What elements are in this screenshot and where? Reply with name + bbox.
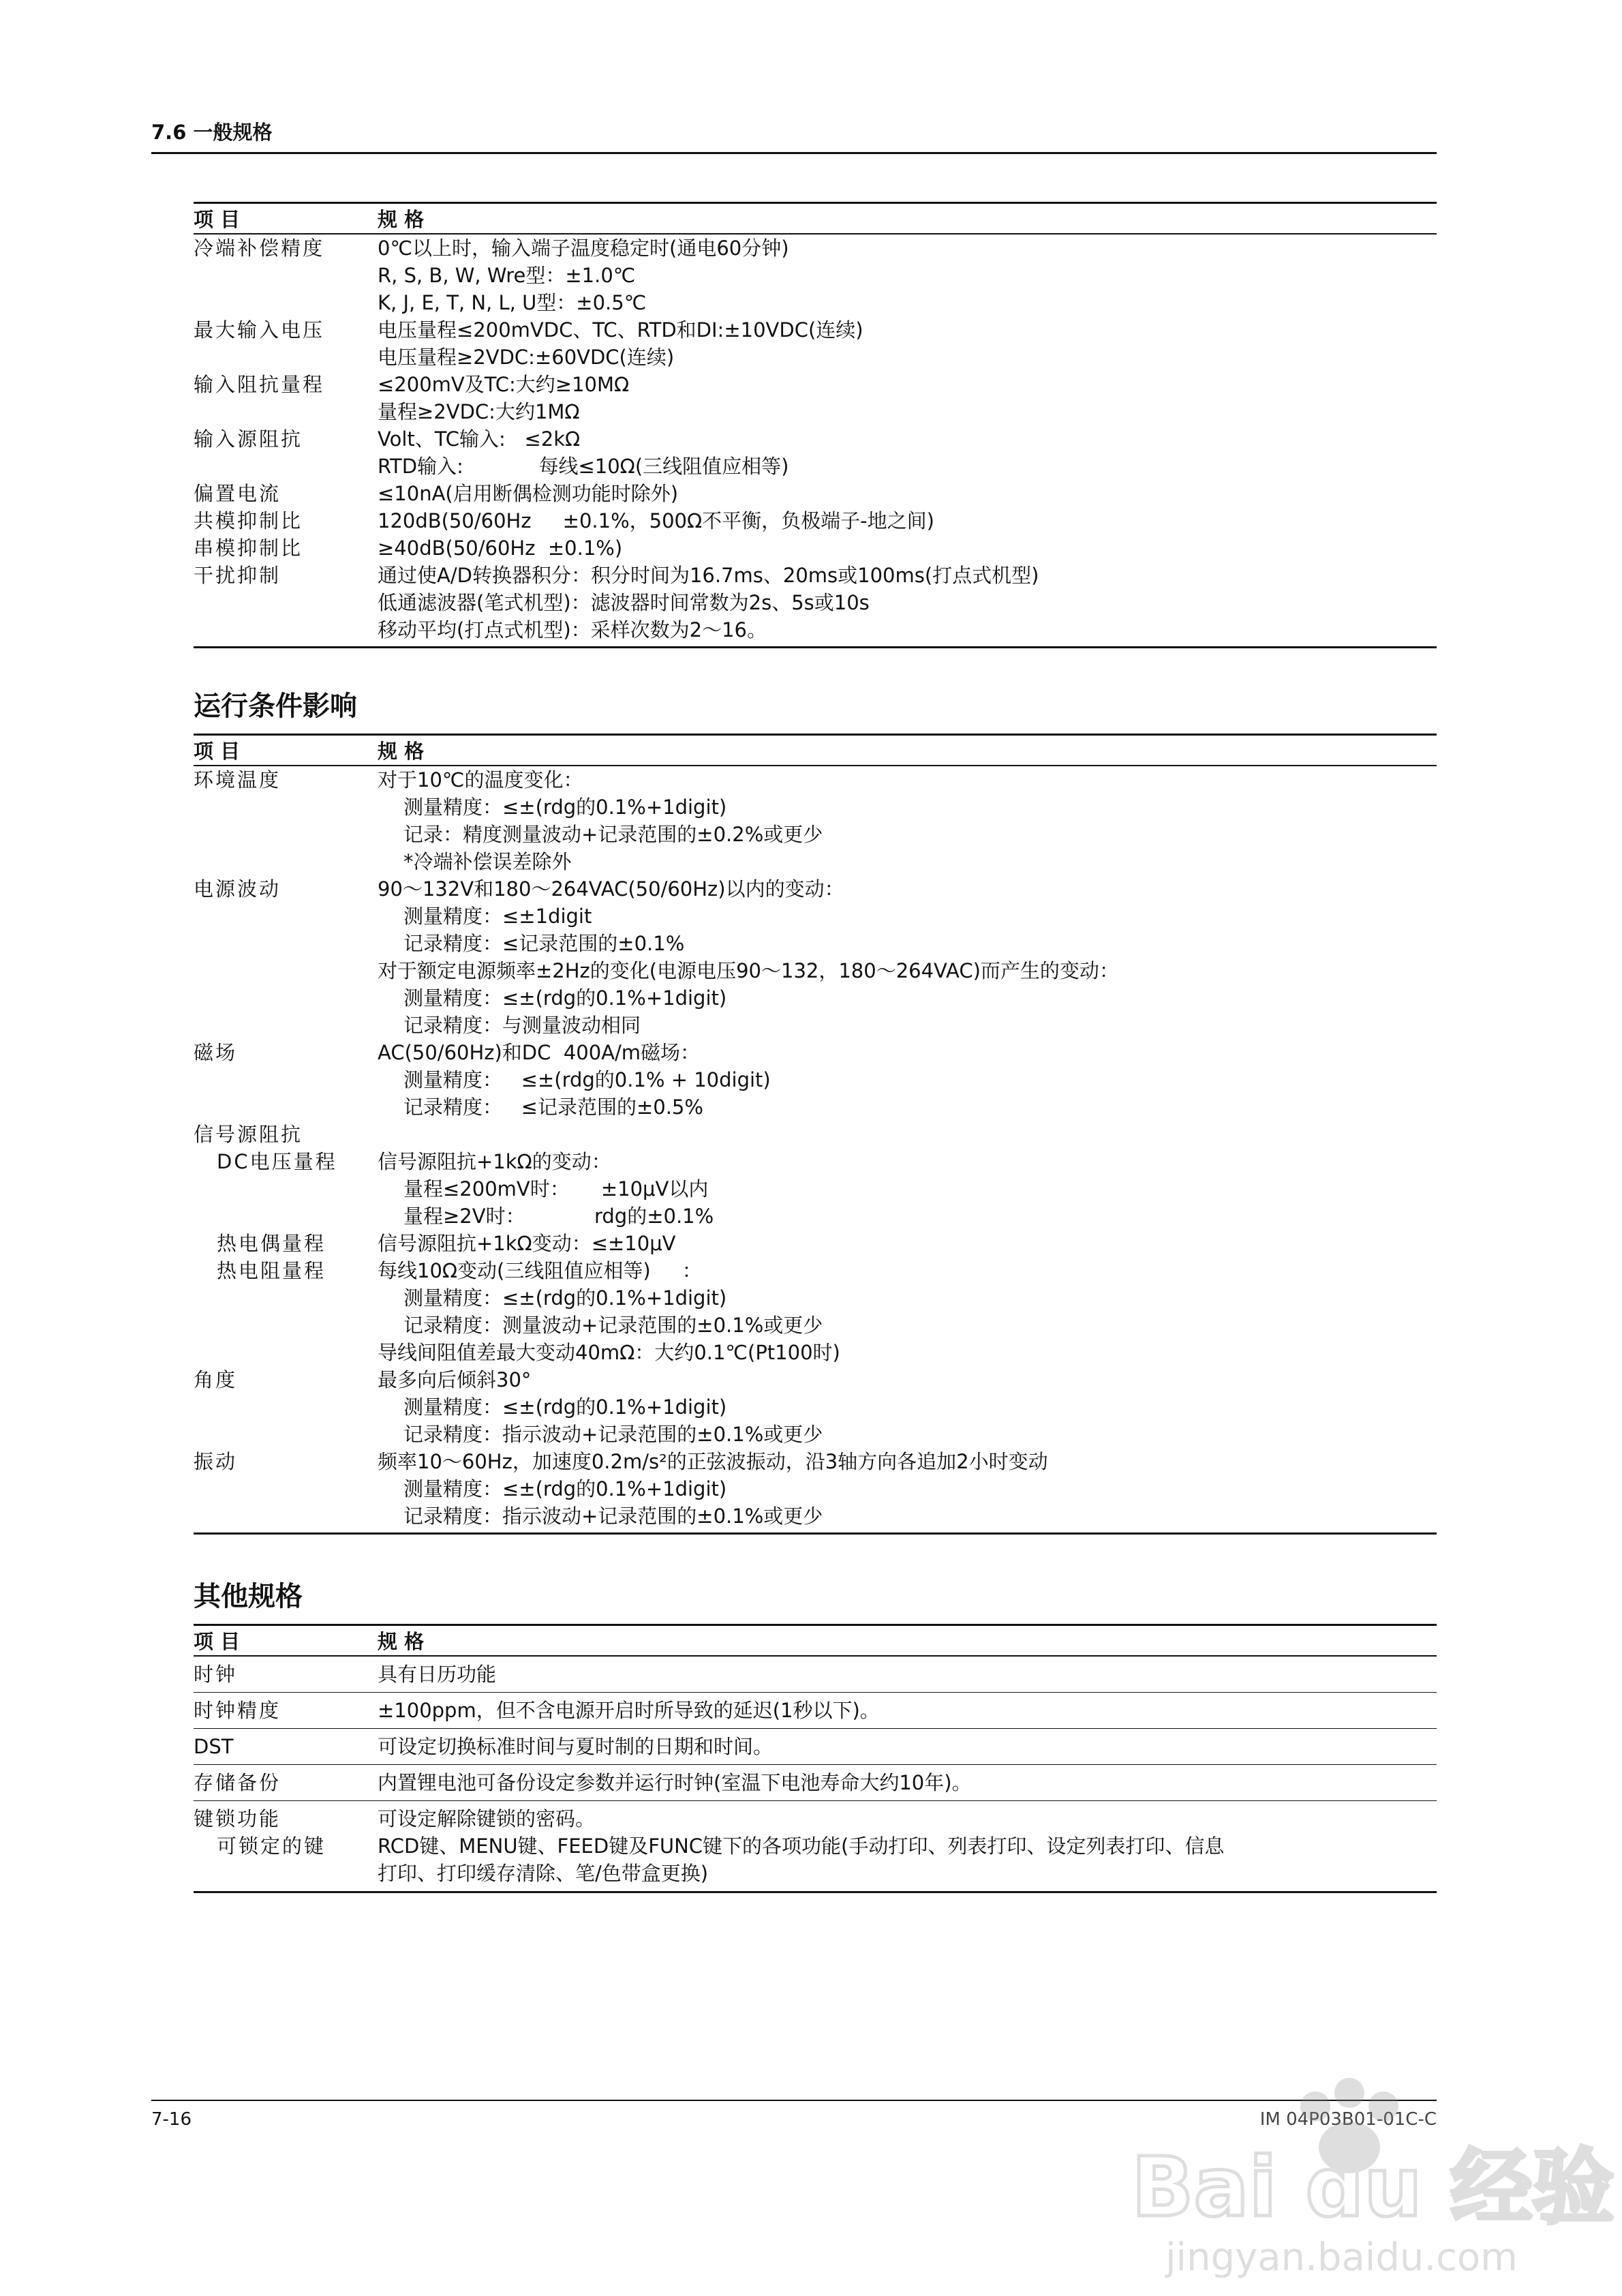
row-key (194, 1257, 378, 1366)
row-key: 环境温度 (194, 768, 281, 791)
section-title: 运行条件影响 (194, 691, 357, 722)
row-value: 可设定切换标准时间与夏时制的日期和时间。 (378, 1729, 1437, 1765)
spec-line: RCD键、MENU键、FEED键及FUNC键下的各项功能(手动打印、列表打印、设定列表打印、信息 (378, 1834, 1225, 1858)
spec-line: ≥40dB(50/60Hz ±0.1%) (378, 537, 623, 560)
table-row (194, 480, 1437, 507)
spec-line: 测量精度：≤±(rdg的0.1%+1digit) (403, 796, 727, 819)
row-key: 偏置电流 (194, 482, 281, 505)
spec-line: 量程≤200mV时： ±10μV以内 (403, 1177, 709, 1200)
row-value (378, 371, 1437, 425)
row-key: 共模抑制比 (194, 509, 303, 532)
spec-line: 打印、打印缓存清除、笔/色带盒更换) (378, 1862, 709, 1885)
table-row (194, 1148, 1437, 1230)
row-key: 冷端补偿精度 (194, 237, 325, 260)
row-value (378, 1801, 1437, 1892)
spec-line: 记录：精度测量波动+记录范围的±0.2%或更少 (403, 823, 823, 846)
spec-line: ≤10nA(启用断偶检测功能时除外) (378, 482, 679, 505)
row-value (378, 1148, 1437, 1230)
spec-line: 量程≥2V时： rdg的±0.1% (403, 1205, 714, 1228)
operating-conditions-section (194, 690, 1437, 1535)
row-key: 存储备份 (194, 1765, 378, 1801)
col-header-item: 项 目 (194, 735, 378, 766)
row-value (378, 1121, 1437, 1148)
row-key: DST (194, 1729, 378, 1765)
row-value (378, 766, 1437, 875)
row-value (378, 1448, 1437, 1534)
row-value (378, 1230, 1437, 1257)
spec-line: 电压量程≥2VDC:±60VDC(连续) (378, 346, 675, 369)
row-value (378, 234, 1437, 316)
section-title: 其他规格 (194, 1581, 303, 1612)
spec-line: 通过使A/D转换器积分：积分时间为16.7ms、20ms或100ms(打点式机型) (378, 564, 1039, 587)
col-header-spec: 规 格 (378, 735, 1437, 766)
row-key-label: 键锁功能 (194, 1807, 281, 1830)
col-header-spec: 规 格 (378, 1625, 1437, 1657)
row-subkey: 热电偶量程 (217, 1232, 326, 1255)
table-row (194, 562, 1437, 648)
spec-line: R, S, B, W, Wre型：±1.0℃ (378, 264, 636, 287)
row-value (378, 425, 1437, 480)
spec-line: *冷端补偿误差除外 (403, 850, 572, 873)
row-key: 振动 (194, 1448, 378, 1534)
row-key (194, 1801, 378, 1892)
row-value: 内置锂电池可备份设定参数并运行时钟(室温下电池寿命大约10年)。 (378, 1765, 1437, 1801)
spec-line: Volt、TC输入: ≤2kΩ (378, 427, 581, 451)
table-row (194, 425, 1437, 480)
row-value (378, 316, 1437, 371)
table-row (194, 234, 1437, 316)
row-key: 输入源阻抗 (194, 427, 303, 451)
spec-line: 测量精度： ≤±(rdg的0.1% + 10digit) (403, 1068, 771, 1091)
row-key: 干扰抑制 (194, 562, 378, 648)
paw-toe-icon (1334, 2078, 1364, 2108)
watermark-brand: Bai du 经验 (1131, 2141, 1615, 2235)
row-key: 时钟精度 (194, 1693, 378, 1729)
row-value (378, 480, 1437, 507)
table-row (194, 534, 1437, 562)
row-key: 电源波动 (194, 877, 281, 901)
page-section-header: 7.6 一般规格 (151, 117, 1437, 154)
spec-line: 对于10℃的温度变化： (378, 768, 583, 791)
spec-line: 信号源阻抗+1kΩ变动：≤±10μV (378, 1232, 676, 1255)
row-key (194, 1230, 378, 1257)
spec-line: 测量精度：≤±(rdg的0.1%+1digit) (403, 986, 727, 1010)
row-key (194, 1148, 378, 1230)
watermark-url: jingyan.baidu.com (1165, 2235, 1518, 2280)
row-value: ±100ppm，但不含电源开启时所导致的延迟(1秒以下)。 (378, 1693, 1437, 1729)
spec-line: AC(50/60Hz)和DC 400A/m磁场： (378, 1041, 701, 1064)
table-row (194, 1801, 1437, 1892)
table-row (194, 1257, 1437, 1366)
row-key: 信号源阻抗 (194, 1123, 303, 1146)
general-spec-section (194, 202, 1437, 648)
table-row (194, 1729, 1437, 1765)
other-specs-section (194, 1580, 1437, 1893)
spec-line: 记录精度：与测量波动相同 (403, 1014, 641, 1037)
spec-line: 量程≥2VDC:大约1MΩ (378, 400, 580, 423)
spec-line: 对于额定电源频率±2Hz的变化(电源电压90～132，180～264VAC)而产生的变动： (378, 959, 1119, 982)
spec-line: RTD输入: 每线≤10Ω(三线阻值应相等) (378, 455, 789, 478)
row-value (378, 507, 1437, 534)
row-value (378, 875, 1437, 1039)
table-row (194, 371, 1437, 425)
spec-line: 可设定解除键锁的密码。 (378, 1807, 596, 1830)
spec-line: 频率10～60Hz，加速度0.2m/s²的正弦波振动，沿3轴方向各追加2小时变动 (378, 1450, 1048, 1473)
spec-line: 记录精度：指示波动+记录范围的±0.1%或更少 (403, 1423, 823, 1446)
spec-line: 测量精度：≤±(rdg的0.1%+1digit) (403, 1286, 727, 1310)
spec-line: 记录精度：指示波动+记录范围的±0.1%或更少 (403, 1505, 823, 1528)
col-header-item: 项 目 (194, 1625, 378, 1657)
table-row (194, 316, 1437, 371)
row-key: 串模抑制比 (194, 537, 303, 560)
row-key: 时钟 (194, 1656, 378, 1693)
spec-line: 90～132V和180～264VAC(50/60Hz)以内的变动： (378, 877, 844, 901)
table-row (194, 1765, 1437, 1801)
table-row (194, 1230, 1437, 1257)
row-subkey: 热电阻量程 (217, 1259, 326, 1282)
table-row (194, 1366, 1437, 1448)
table-row (194, 507, 1437, 534)
spec-line: 0℃以上时，输入端子温度稳定时(通电60分钟) (378, 237, 789, 260)
page-number: 7-16 (151, 2109, 192, 2130)
operating-conditions-table (194, 734, 1437, 1535)
document-id: IM 04P03B01-01C-C (1259, 2109, 1437, 2130)
row-subkey: DC电压量程 (217, 1150, 337, 1173)
table-row (194, 1693, 1437, 1729)
table-row (194, 875, 1437, 1039)
table-row (194, 1656, 1437, 1693)
spec-line: 移动平均(打点式机型)：采样次数为2～16。 (378, 618, 767, 641)
col-header-item: 项 目 (194, 203, 378, 235)
spec-line: 低通滤波器(笔式机型)：滤波器时间常数为2s、5s或10s (378, 591, 870, 614)
row-key: 最大输入电压 (194, 318, 325, 342)
spec-line: 测量精度：≤±1digit (403, 905, 592, 928)
spec-line: 测量精度：≤±(rdg的0.1%+1digit) (403, 1477, 727, 1500)
spec-line: 信号源阻抗+1kΩ的变动： (378, 1150, 611, 1173)
spec-line: 120dB(50/60Hz ±0.1%，500Ω不平衡，负极端子-地之间) (378, 509, 934, 532)
row-value (378, 1257, 1437, 1366)
row-value (378, 1039, 1437, 1121)
spec-line: 最多向后倾斜30° (378, 1368, 532, 1391)
spec-line: 记录精度： ≤记录范围的±0.5% (403, 1096, 703, 1119)
row-key: 输入阻抗量程 (194, 373, 325, 396)
row-value: 具有日历功能 (378, 1656, 1437, 1693)
spec-line: 导线间阻值差最大变动40mΩ：大约0.1℃(Pt100时) (378, 1341, 840, 1364)
spec-line: ≤200mV及TC:大约≥10MΩ (378, 373, 630, 396)
row-value (378, 1366, 1437, 1448)
spec-line: K, J, E, T, N, L, U型：±0.5℃ (378, 291, 647, 314)
paw-toe-icon (1300, 2091, 1330, 2121)
spec-line: 记录精度：≤记录范围的±0.1% (403, 932, 685, 955)
spec-line: 每线10Ω变动(三线阻值应相等) ： (378, 1259, 702, 1282)
spec-line: 测量精度：≤±(rdg的0.1%+1digit) (403, 1395, 727, 1419)
row-value (378, 562, 1437, 648)
spec-line: 电压量程≤200mVDC、TC、RTD和DI:±10VDC(连续) (378, 318, 863, 342)
row-value (378, 534, 1437, 562)
general-spec-table (194, 202, 1437, 648)
row-key: 磁场 (194, 1041, 238, 1064)
row-subkey: 可锁定的键 (217, 1834, 326, 1858)
table-row (194, 1448, 1437, 1534)
paw-toe-icon (1368, 2091, 1398, 2121)
table-row (194, 1121, 1437, 1148)
col-header-spec: 规 格 (378, 203, 1437, 235)
table-row (194, 1039, 1437, 1121)
spec-line: 记录精度：测量波动+记录范围的±0.1%或更少 (403, 1314, 823, 1337)
row-key: 角度 (194, 1368, 238, 1391)
other-specs-table (194, 1624, 1437, 1893)
table-row (194, 766, 1437, 875)
baidu-watermark-icon (1124, 2059, 1615, 2284)
